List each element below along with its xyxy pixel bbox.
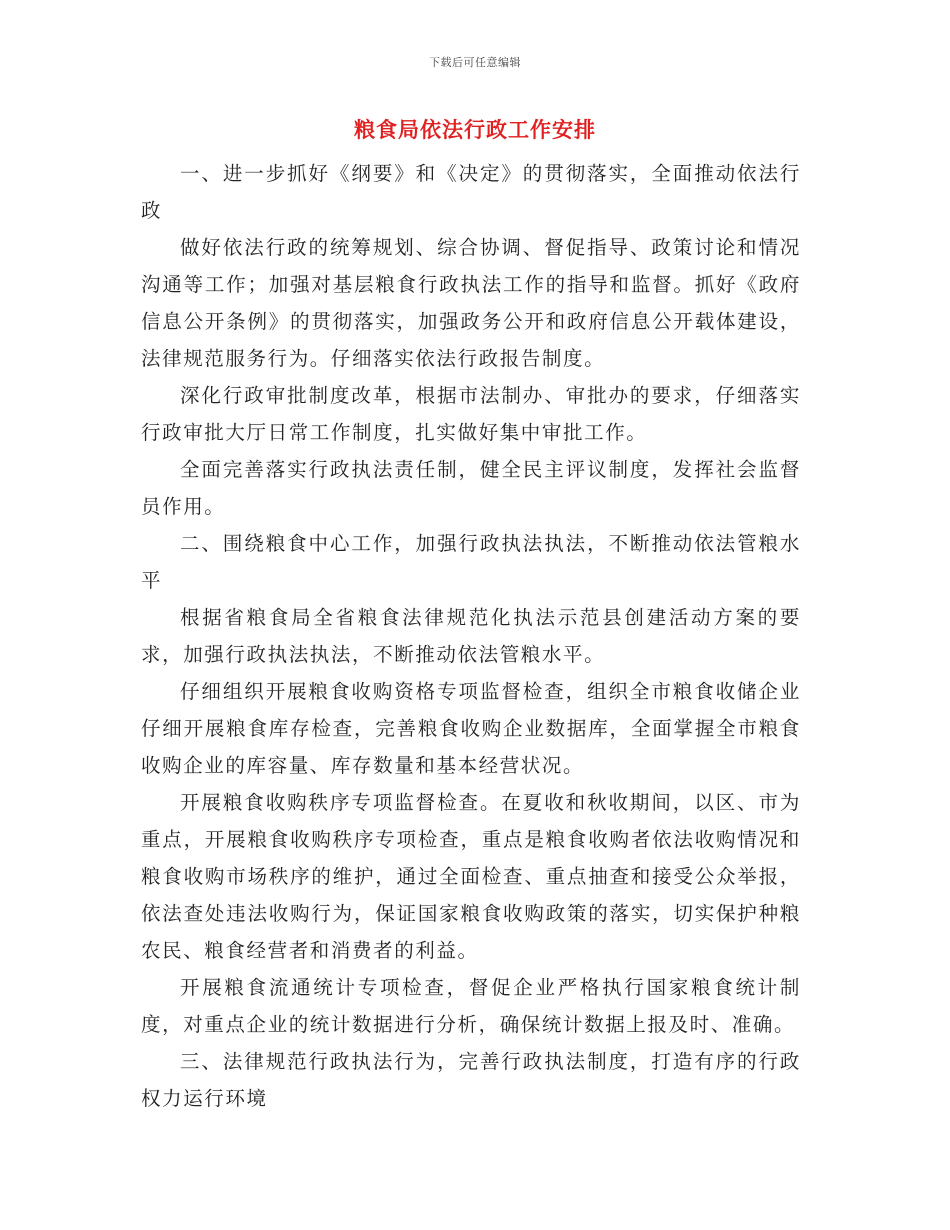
paragraph-10: 三、法律规范行政执法行为，完善行政执法制度，打造有序的行政权力运行环境 [141,1050,801,1110]
paragraph-8: 开展粮食收购秩序专项监督检查。在夏收和秋收期间，以区、市为重点，开展粮食收购秩序专项检查，重点是粮食收购者依法收购情况和粮食收购市场秩序的维护，通过全面检查、重点抽查和接受公众举报，依法查处违法收购行为，保证国家粮食收购政策的落实，切实保护种粮农民、粮食经营者和消费者的利益。 [141,791,801,962]
page-header-note: 下载后可任意编辑 [429,56,521,69]
paragraph-9: 开展粮食流通统计专项检查，督促企业严格执行国家粮食统计制度，对重点企业的统计数据进行分析，确保统计数据上报及时、准确。 [141,976,801,1036]
paragraph-7: 仔细组织开展粮食收购资格专项监督检查，组织全市粮食收储企业仔细开展粮食库存检查，完善粮食收购企业数据库，全面掌握全市粮食收购企业的库容量、库存数量和基本经营状况。 [141,680,801,777]
paragraph-1: 一、进一步抓好《纲要》和《决定》的贯彻落实，全面推动依法行政 [141,162,801,222]
document-body [141,155,801,1117]
paragraph-3: 深化行政审批制度改革，根据市法制办、审批办的要求，仔细落实行政审批大厅日常工作制度，扎实做好集中审批工作。 [141,384,801,444]
document-title: 粮食局依法行政工作安排 [354,118,596,142]
paragraph-4: 全面完善落实行政执法责任制，健全民主评议制度，发挥社会监督员作用。 [141,458,801,518]
paragraph-5: 二、围绕粮食中心工作，加强行政执法执法，不断推动依法管粮水平 [141,532,801,592]
paragraph-6: 根据省粮食局全省粮食法律规范化执法示范县创建活动方案的要求，加强行政执法执法，不断推动依法管粮水平。 [141,606,801,666]
paragraph-2: 做好依法行政的统筹规划、综合协调、督促指导、政策讨论和情况沟通等工作；加强对基层粮食行政执法工作的指导和监督。抓好《政府信息公开条例》的贯彻落实，加强政务公开和政府信息公开载体建设，法律规范服务行为。仔细落实依法行政报告制度。 [141,236,801,370]
